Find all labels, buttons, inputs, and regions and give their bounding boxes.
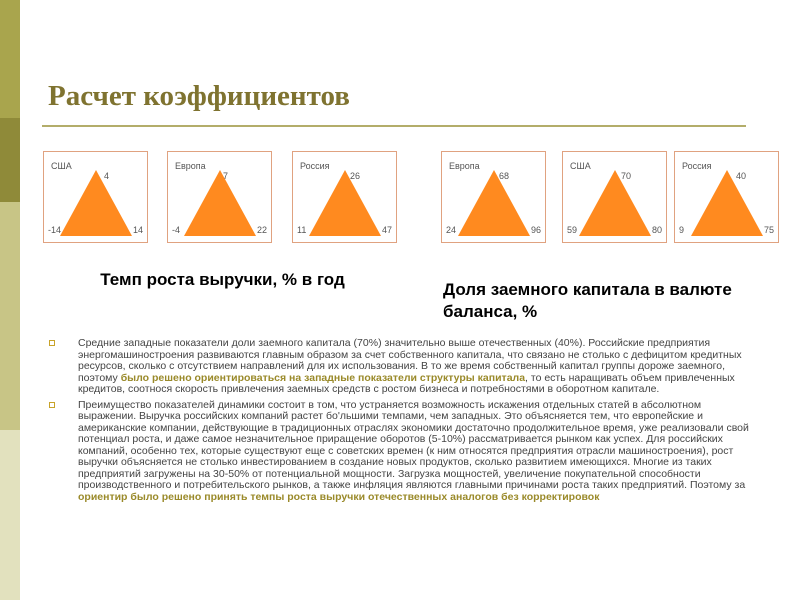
square-bullet-icon [49, 402, 55, 408]
chart-right-value: 80 [651, 225, 662, 235]
bullet-text-tail: , то есть наращивать объем привлеченных кредитов, соотнося скорость привлечения заемных средств с ростом бизнеса и потребностями в оборотном капитале. [78, 371, 735, 395]
chart-country-label: Россия [300, 161, 330, 171]
chart-left-value: 11 [297, 225, 307, 235]
chart-left-value: 9 [679, 225, 685, 235]
sidebar-segment [0, 430, 20, 600]
triangle-chart-usa-growth [43, 151, 148, 243]
bullet-text: Преимущество показателей динамики состоит в том, что устраняется возможность искажения отдельных статей в абсолютном выражении. Выручка российских компаний растет бо'льшими темпами, чем западных. Это объясняется тем, что европейские и американские компании, действующие в традиционных отраслях экономики достаточно продолжительное время, уже реализовали свой потенциал роста, и даже самое незначительное приращение оборотов (5-10%) рассматривается рынком как успех. Для российских компаний, особенно тех, которые существуют еще с советских времен (к ним относятся предприятия отрасли машиностроения), рост выручки объясняется не столько инвестированием в создание новых продуктов, сколько развитием имеющихся. Многие из таких предприятий загружены на 30-50% от потенциальной мощности. Загрузка мощностей, увеличение покупательной способности производственного и потребительского рынков, а также инфляция являются главными причинами роста таких предприятий. Поэтому за [78, 398, 749, 491]
chart-right-value: 22 [256, 225, 267, 235]
chart-top-value: 26 [350, 171, 361, 181]
chart-top-value: 7 [223, 171, 229, 181]
title-underline [42, 125, 746, 127]
chart-country-label: США [51, 161, 72, 171]
bullet-item [48, 400, 752, 504]
triangle-chart-europe-growth [167, 151, 272, 243]
bullet-highlight: ориентир было решено принять темпы роста выручки отечественных аналогов без корректировок [78, 490, 600, 503]
triangle-chart-usa-debt [562, 151, 667, 243]
chart-left-value: -14 [48, 225, 62, 235]
chart-country-label: США [570, 161, 591, 171]
triangle-chart-russia-debt [674, 151, 779, 243]
sidebar-segment [0, 202, 20, 430]
chart-right-value: 96 [530, 225, 541, 235]
bullet-text: Средние западные показатели доли заемного капитала (70%) значительно выше отечественных (40%). Российские предприятия энергомашиностроения развиваются главным образом за счет собственного капитала, что связано не столько с дефицитом кредитных ресурсов, сколько с отсутствием направлений для их использования. В то же время собственный капитал группы дороже заемного, поэтому [78, 337, 742, 384]
slide-title: Расчет коэффициентов [48, 80, 350, 112]
square-bullet-icon [49, 340, 55, 346]
chart-country-label: Европа [175, 161, 206, 171]
caption-debt-share: Доля заемного капитала в валюте баланса, % [443, 280, 732, 321]
sidebar-decoration [0, 0, 20, 600]
triangle-chart-russia-growth [292, 151, 397, 243]
bullet-item [48, 338, 752, 396]
bullet-highlight: было решено ориентироваться на западные показатели структуры капитала [120, 371, 526, 384]
chart-country-label: Россия [682, 161, 712, 171]
bullet-list [48, 338, 752, 507]
chart-left-value: -4 [172, 225, 181, 235]
chart-left-value: 24 [446, 225, 457, 235]
chart-right-value: 75 [763, 225, 774, 235]
chart-left-value: 59 [567, 225, 578, 235]
chart-right-value: 14 [132, 225, 143, 235]
chart-top-value: 4 [104, 171, 110, 181]
chart-top-value: 68 [499, 171, 510, 181]
chart-right-value: 47 [381, 225, 392, 235]
triangle-chart-europe-debt [441, 151, 546, 243]
sidebar-segment [0, 0, 20, 118]
caption-revenue-growth: Темп роста выручки, % в год [100, 270, 345, 289]
sidebar-segment [0, 118, 20, 202]
chart-country-label: Европа [449, 161, 480, 171]
chart-top-value: 40 [736, 171, 747, 181]
chart-top-value: 70 [621, 171, 632, 181]
